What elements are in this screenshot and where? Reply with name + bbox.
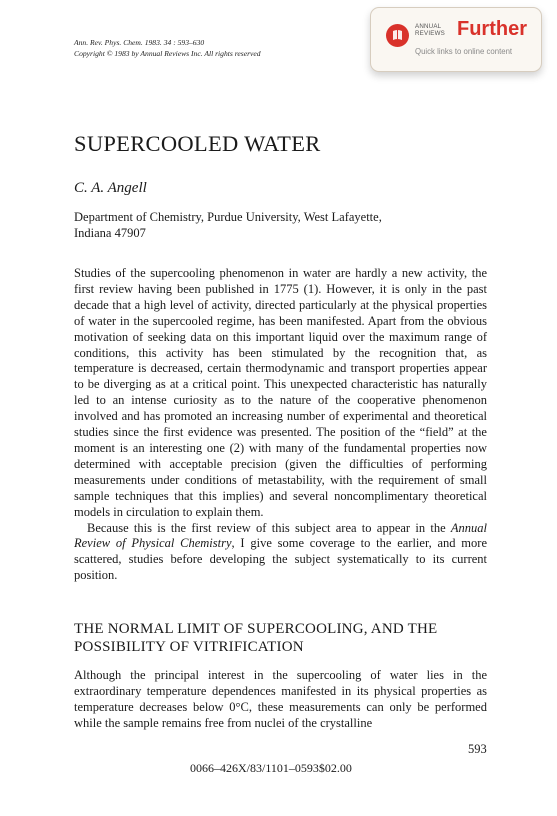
section-paragraph: Although the principal interest in the supercooling of water lies in the extraordinary temperature dependences manifested in its physical properties as temperature decreases below 0°C, these measurements can only be performed while the sample remains free from nuclei of the crystalline [74, 668, 487, 730]
badge-subtitle[interactable]: Quick links to online content [415, 47, 513, 56]
scope-paragraph: Because this is the first review of this subject area to appear in the Annual Review of Physical Chemistry, I give some coverage to the earlier, and more scattered, studies before developing the subject systematically to its current position. [74, 520, 487, 583]
page-number: 593 [468, 742, 487, 756]
journal-citation-block [74, 38, 374, 59]
journal-citation: Ann. Rev. Phys. Chem. 1983. 34 : 593–630 [74, 38, 205, 47]
author-affiliation: Department of Chemistry, Purdue University, West Lafayette, Indiana 47907 [74, 210, 382, 240]
journal-name: Annual Review of Physical Chemistry [74, 520, 487, 551]
annual-reviews-logo-icon [386, 24, 409, 47]
badge-brand: ANNUAL REVIEWS [415, 23, 445, 37]
intro-body [74, 266, 487, 584]
badge-title: Further [457, 18, 527, 40]
section-heading: THE NORMAL LIMIT OF SUPERCOOLING, AND THE POSSIBILITY OF VITRIFICATION [74, 621, 438, 655]
section-body [74, 668, 487, 732]
intro-paragraph: Studies of the supercooling phenomenon in water are hardly a new activity, the first review having been published in 1775 (1). However, it is only in the past decade that a high level of activity, directed particularly at the physical properties of water in the supercooled regime, has been manifested. Apart from the obvious motivation of seeking data on this important liquid over the maximum range of conditions, this activity has been stimulated by the recognition that, as temperature is decreased, certain thermodynamic and transport properties appear to be diverging as at a critical point. This unexpected characteristic has naturally led to an intense curiosity as to the nature of the cooperative phenomenon involved and has promoted an increasing number of experimental and theoretical studies since the first evidence was presented. The position of the “field” at the moment is an interesting one (2) with many of the fundamental properties now determined with acceptable precision (given the difficulties of performing measurements under conditions of metastability, with the requirement of small sample techniques that this implies) and several noncomplimentary theoretical models in circulation to explain them. [74, 266, 487, 519]
further-badge[interactable] [370, 7, 542, 72]
article-title: SUPERCOOLED WATER [74, 131, 321, 156]
footer-code: 0066–426X/83/1101–0593$02.00 [190, 761, 352, 775]
article-author: C. A. Angell [74, 180, 147, 196]
journal-copyright: Copyright © 1983 by Annual Reviews Inc. All rights reserved [74, 48, 261, 58]
